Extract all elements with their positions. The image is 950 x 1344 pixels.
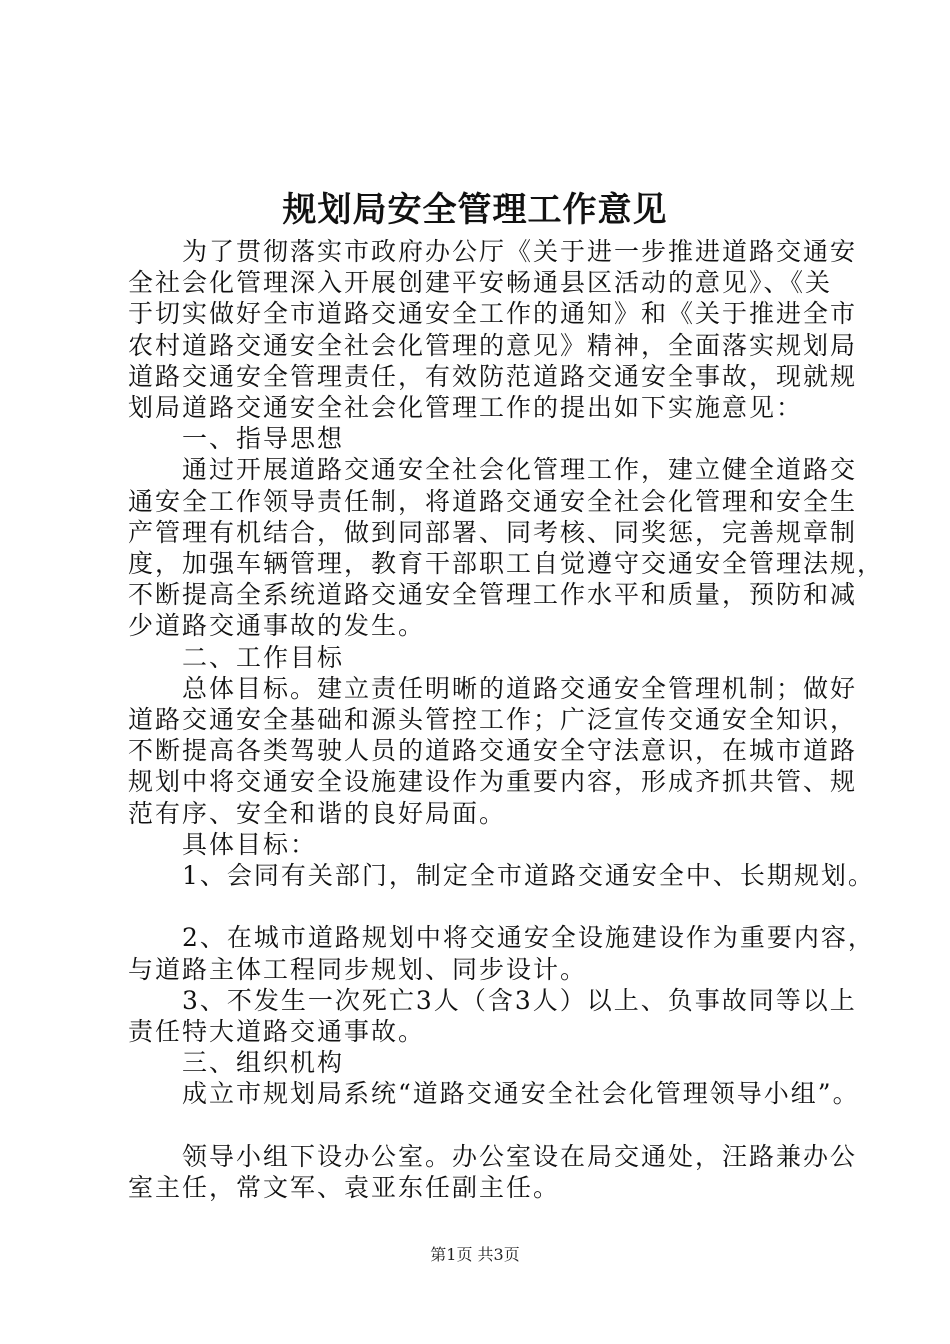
page-footer: 第1页 共3页 (430, 1245, 520, 1264)
text-line: 三、组织机构 (128, 1048, 345, 1078)
text-line: 不断提高各类驾驶人员的道路交通安全守法意识，在城市道路 (128, 736, 858, 766)
text-line: 少道路交通事故的发生。 (128, 611, 426, 641)
text-line: 领导小组下设办公室。办公室设在局交通处，汪路兼办公 (128, 1141, 858, 1171)
blank-line (128, 891, 834, 922)
text-line: 为了贯彻落实市政府办公厅《关于进一步推进道路交通安 (128, 237, 858, 266)
text-line: 与道路主体工程同步规划、同步设计。 (128, 954, 588, 984)
text-line: 具体目标： (128, 829, 318, 859)
text-line: 于切实做好全市道路交通安全工作的通知》和《关于推进全市 (128, 299, 858, 329)
text-line: 1、会同有关部门，制定全市道路交通安全中、长期规划。 (128, 861, 875, 891)
text-line: 成立市规划局系统“道路交通安全社会化管理领导小组”。 (128, 1079, 860, 1109)
text-line: 划局道路交通安全社会化管理工作的提出如下实施意见： (128, 393, 804, 423)
text-line: 道路交通安全基础和源头管控工作；广泛宣传交通安全知识， (128, 705, 858, 735)
text-line: 产管理有机结合，做到同部署、同考核、同奖惩，完善规章制 (128, 517, 858, 547)
document-title: 规划局安全管理工作意见 (282, 190, 668, 230)
blank-line (128, 1110, 834, 1141)
text-line: 度，加强车辆管理，教育干部职工自觉遵守交通安全管理法规， (128, 549, 885, 579)
document-body (128, 236, 885, 1203)
text-line: 规划中将交通安全设施建设作为重要内容，形成齐抓共管、规 (128, 767, 858, 797)
text-line: 3、不发生一次死亡3人（含3人）以上、负事故同等以上 (128, 985, 857, 1015)
text-line: 2、在城市道路规划中将交通安全设施建设作为重要内容， (128, 923, 875, 953)
text-line: 范有序、安全和谐的良好局面。 (128, 798, 507, 828)
text-line: 不断提高全系统道路交通安全管理工作水平和质量，预防和减 (128, 580, 858, 610)
text-line: 一、指导思想 (128, 424, 345, 454)
text-line: 通安全工作领导责任制，将道路交通安全社会化管理和安全生 (128, 486, 858, 516)
text-line: 道路交通安全管理责任，有效防范道路交通安全事故，现就规 (128, 361, 858, 391)
text-line: 通过开展道路交通安全社会化管理工作，建立健全道路交 (128, 455, 858, 485)
text-line: 全社会化管理深入开展创建平安畅通县区活动的意见》、《关 (128, 268, 833, 298)
text-line: 总体目标。建立责任明晰的道路交通安全管理机制；做好 (128, 673, 858, 703)
text-line: 二、工作目标 (128, 642, 345, 672)
text-line: 室主任，常文军、袁亚东任副主任。 (128, 1173, 561, 1203)
text-line: 农村道路交通安全社会化管理的意见》精神，全面落实规划局 (128, 330, 858, 360)
text-line: 责任特大道路交通事故。 (128, 1017, 426, 1047)
